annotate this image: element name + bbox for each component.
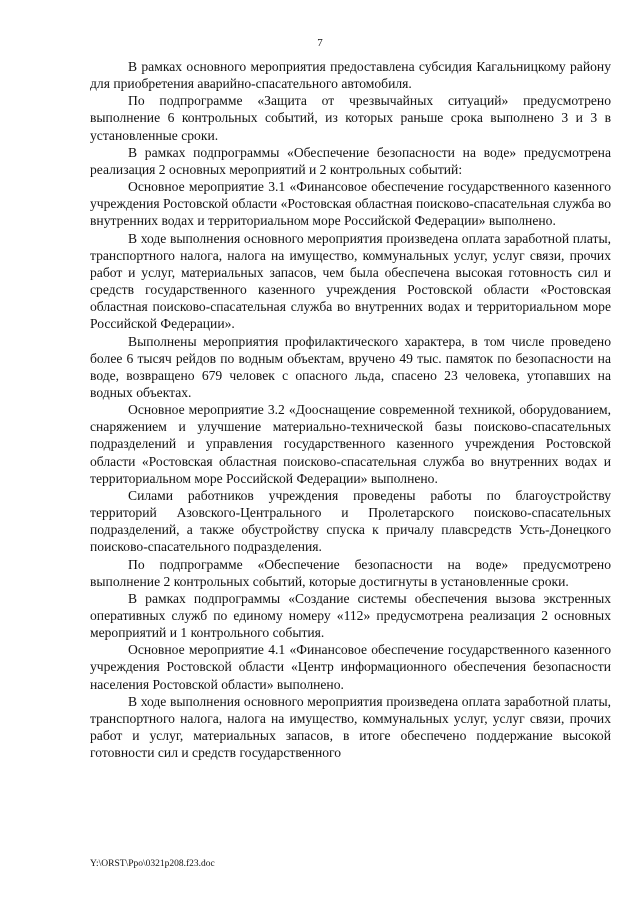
paragraph: Выполнены мероприятия профилактического характера, в том числе проведено более 6 тысяч рейдов по водным объектам, вручено 49 тыс. памяток по безопасности на воде, возвращено 679 человек с опасного льда, спасено 23 человека, утопавших на водных объектах. [90, 333, 611, 400]
document-body [90, 58, 611, 761]
paragraph: В ходе выполнения основного мероприятия произведена оплата заработной платы, транспортного налога, налога на имущество, коммунальных услуг, услуг связи, прочих работ и услуг, материальных запасов, в итоге обеспечено поддержание высокой готовности сил и средств государственного [90, 693, 611, 761]
paragraph: Основное мероприятие 3.2 «Дооснащение современной техникой, оборудованием, снаряжением и улучшение материально-технической базы поисково-спасательных подразделений и управления государственного казенного учреждения Ростовской области «Ростовская областная поисково-спасательная служба во внутренних водах и территориальном море Российской Федерации» выполнено. [90, 402, 611, 486]
page-number: 7 [317, 37, 323, 49]
paragraph: В рамках основного мероприятия предоставлена субсидия Кагальницкому району для приобретения аварийно-спасательного автомобиля. [90, 59, 611, 92]
footer-file-path: Y:\ORST\Ppo\0321p208.f23.doc [90, 859, 215, 869]
paragraph: По подпрограмме «Защита от чрезвычайных ситуаций» предусмотрено выполнение 6 контрольных событий, из которых раньше срока выполнено 3 и 3 в установленные сроки. [90, 93, 611, 143]
paragraph: Основное мероприятие 3.1 «Финансовое обеспечение государственного казенного учреждения Ростовской области «Ростовская областная поисково-спасательная служба во внутренних водах и территориальном море Российской Федерации» выполнено. [90, 179, 611, 229]
paragraph: По подпрограмме «Обеспечение безопасности на воде» предусмотрено выполнение 2 контрольных событий, которые достигнуты в установленные сроки. [90, 556, 611, 589]
paragraph: Основное мероприятие 4.1 «Финансовое обеспечение государственного казенного учреждения Ростовской области «Центр информационного обеспечения безопасности населения Ростовской области» выполнено. [90, 642, 611, 692]
paragraph: В рамках подпрограммы «Создание системы обеспечения вызова экстренных оперативных служб по единому номеру «112» предусмотрена реализация 2 основных мероприятий и 1 контрольного события. [90, 590, 611, 641]
paragraph: В рамках подпрограммы «Обеспечение безопасности на воде» предусмотрена реализация 2 основных мероприятий и 2 контрольных событий: [90, 144, 611, 177]
paragraph: В ходе выполнения основного мероприятия произведена оплата заработной платы, транспортного налога, налога на имущество, коммунальных услуг, услуг связи, прочих работ и услуг, материальных запасов, чем была обеспечена высокая готовность сил и средств государственного казенного учреждения Ростовской области «Ростовская областная поисково-спасательная служба во внутренних водах и территориальном море Российской Федерации». [90, 230, 611, 332]
paragraph: Силами работников учреждения проведены работы по благоустройству территорий Азовского-Центрального и Пролетарского поисково-спасательных подразделений, а также обустройству спуска к причалу плавсредств Усть-Донецкого поисково-спасательного подразделения. [90, 487, 611, 555]
